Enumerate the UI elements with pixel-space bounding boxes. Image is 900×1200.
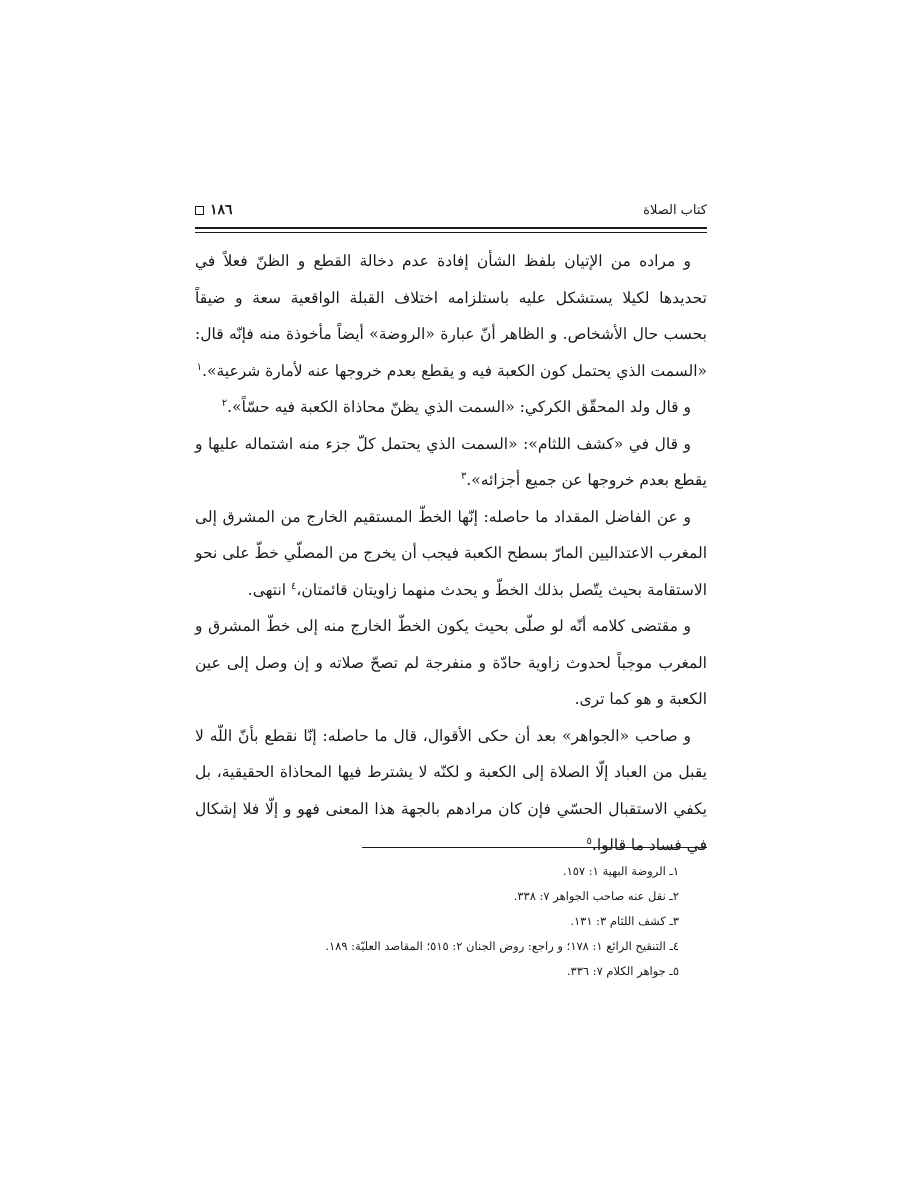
footnote-separator [362, 847, 707, 848]
page-number: ١٨٦ [210, 202, 233, 218]
footnote-ref[interactable]: ٢ [221, 397, 228, 409]
footnote-ref[interactable]: ٣ [460, 470, 467, 482]
footnote-item: ٤ـ التنقيح الرائع ١: ١٧٨؛ و راجع: روض الجنان ٢: ٥١٥؛ المقاصد العليّة: ١٨٩. [325, 939, 679, 953]
running-head [195, 195, 707, 225]
header-rule [195, 227, 707, 233]
footnote-ref[interactable]: ٥ [586, 835, 592, 847]
footnote-item: ١ـ الروضة البهية ١: ١٥٧. [562, 864, 679, 878]
footnote-ref[interactable]: ١ [196, 361, 203, 373]
paragraph: و قال ولد المحقّق الكركي: «السمت الذي يظنّ محاذاة الكعبة فيه حسّاً».$^٢$ [221, 397, 691, 416]
footnote-item: ٥ـ جواهر الكلام ٧: ٣٣٦. [566, 964, 679, 978]
paragraph: و عن الفاضل المقداد ما حاصله: إنّها الخطّ المستقيم الخارج من المشرق إلى المغرب الاعتداليين المارّ بسطح الكعبة فيجب أن يخرج من المصلّي خطّ على نحو الاستقامة بحيث يتّصل بذلك الخطّ و يحدث منهما زاويتان قائمتان،$^٤$ انتهى. [195, 507, 707, 599]
footnotes [195, 859, 707, 984]
page-number-block [195, 202, 233, 218]
paragraph: و قال في «كشف اللثام»: «السمت الذي يحتمل كلّ جزء منه اشتماله عليها و يقطع بعدم خروجها عن جميع أجزائه».$^٣$ [195, 434, 707, 489]
paragraph: و مراده من الإتيان بلفظ الشأن إفادة عدم دخالة القطع و الظنّ فعلاً في تحديدها لكيلا يستشكل عليه باستلزامه اختلاف القبلة الواقعية سعة و ضيقاً بحسب حال الأشخاص. و الظاهر أنّ عبارة «الروضة» أيضاً مأخوذة منه فإنّه قال: «السمت الذي يحتمل كون الكعبة فيه و يقطع بعدم خروجها عنه لأمارة شرعية».$^١$ [195, 252, 707, 380]
footnote-item: ٣ـ كشف اللثام ٣: ١٣١. [570, 914, 679, 928]
square-box-icon [195, 206, 204, 215]
paragraph: و مقتضى كلامه أنّه لو صلّى بحيث يكون الخطّ الخارج منه إلى خطّ المشرق و المغرب موجباً لحدوث زاوية حادّة و منفرجة لم تصحّ صلاته و إن وصل إلى عين الكعبة و هو كما ترى. [195, 617, 707, 708]
body-text [195, 243, 707, 864]
book-page [195, 195, 707, 1015]
footnote-ref[interactable]: ٤ [291, 580, 297, 592]
footnote-item: ٢ـ نقل عنه صاحب الجواهر ٧: ٣٣٨. [513, 889, 679, 903]
running-title: كتاب الصلاة [643, 202, 707, 218]
paragraph: و صاحب «الجواهر» بعد أن حكى الأقوال، قال ما حاصله: إنّا نقطع بأنّ اللّه لا يقبل من العباد إلّا الصلاة إلى الكعبة و لكنّه لا يشترط فيها المحاذاة الحقيقية، بل يكفي الاستقبال الحسّي فإن كان مرادهم بالجهة هذا المعنى فهو و إلّا فلا إشكال في فساد ما قالوا.$^٥$ [195, 726, 707, 854]
